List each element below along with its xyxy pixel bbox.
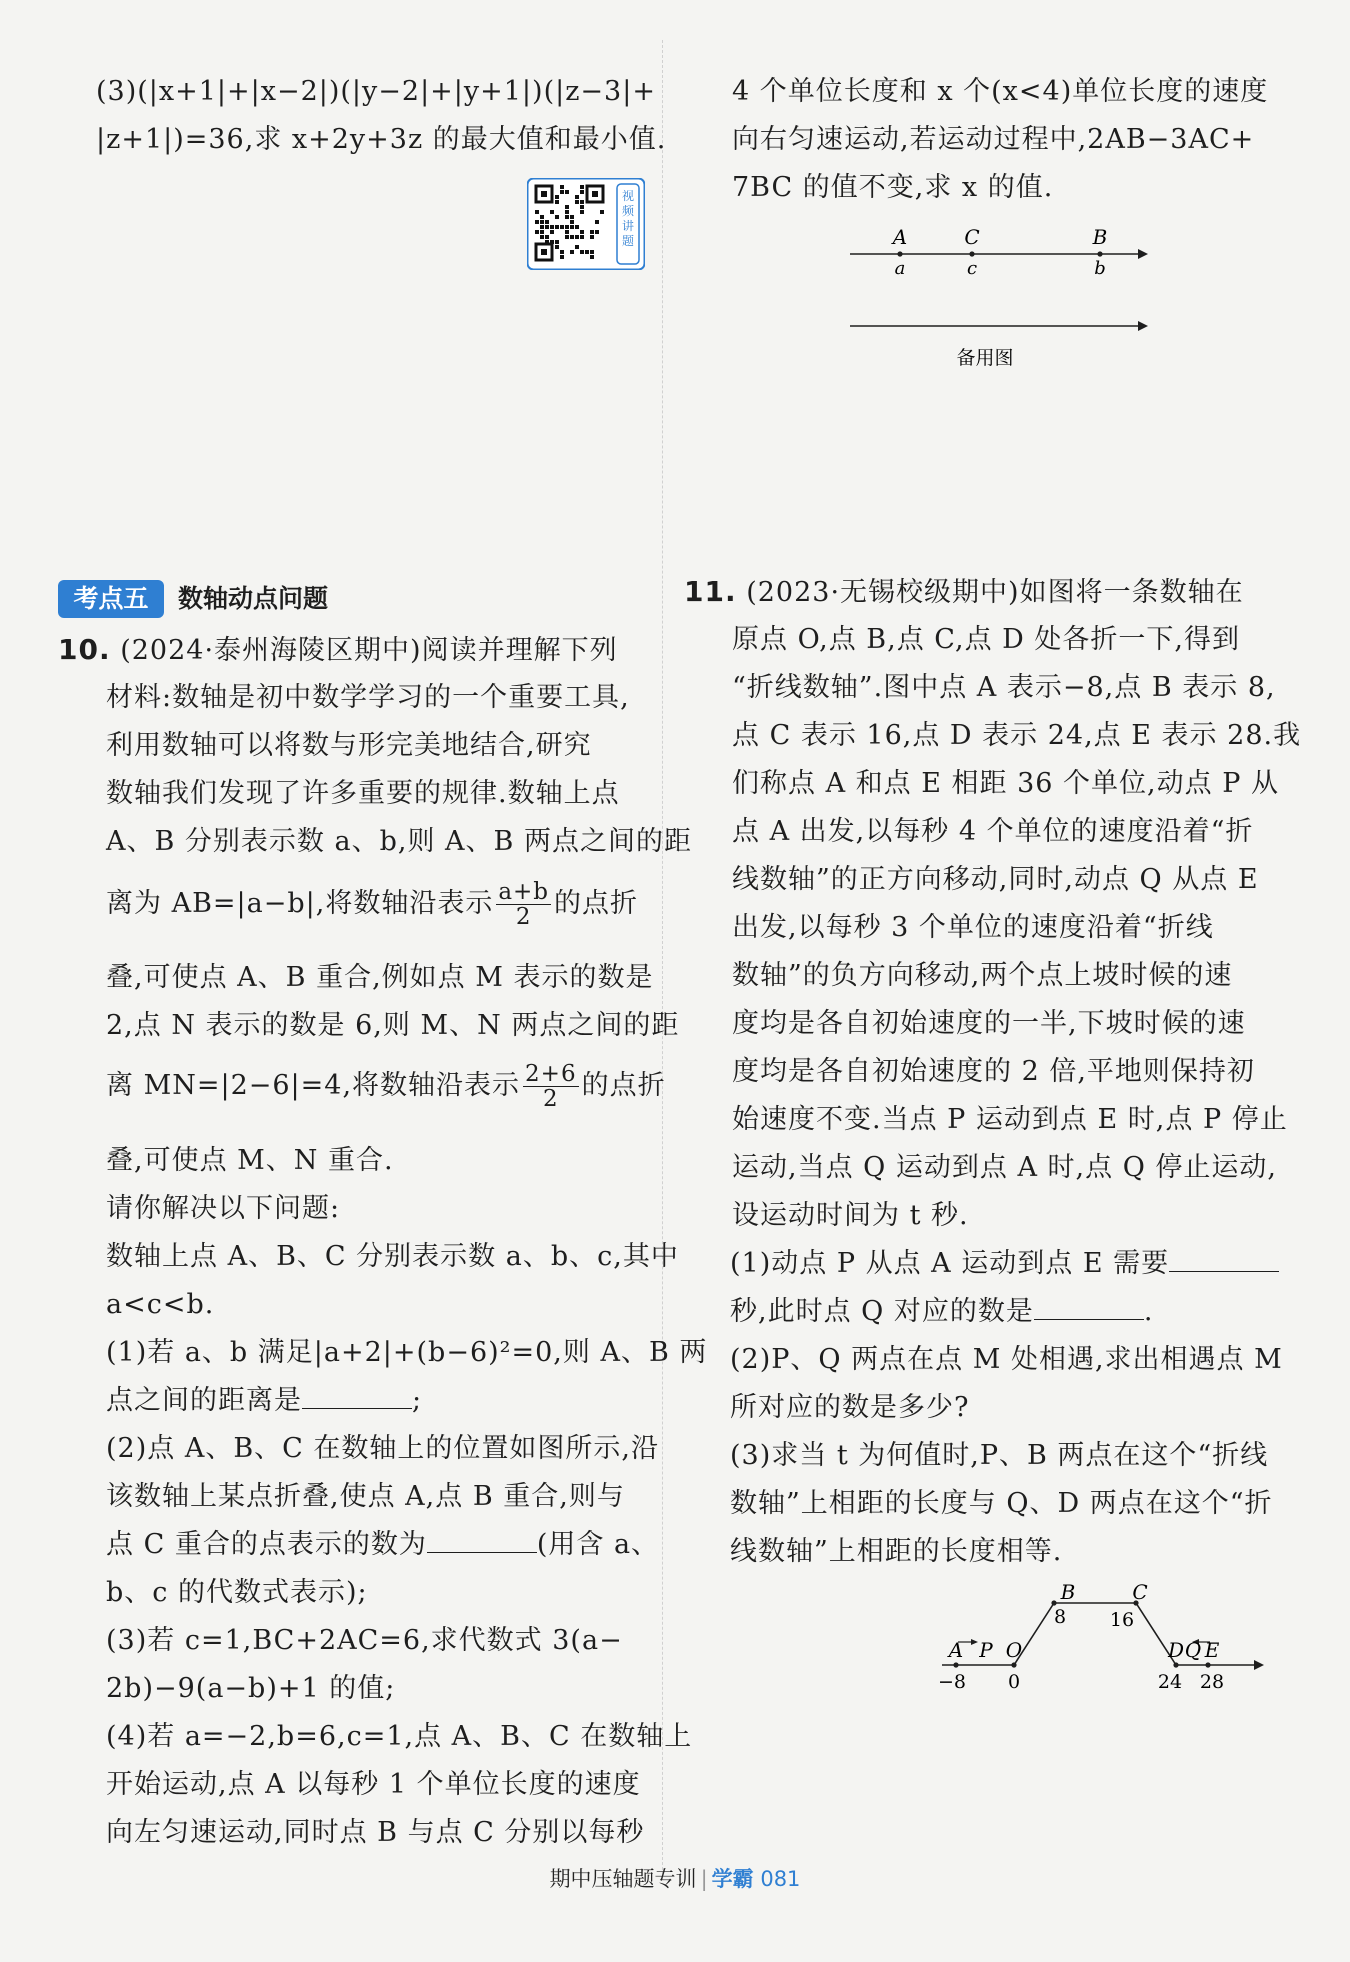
q10-line-2: 材料:数轴是初中数学学习的一个重要工具, [106, 682, 630, 713]
q11-line-6: 点 A 出发,以每秒 4 个单位的速度沿着“折 [732, 816, 1254, 847]
column-divider [662, 40, 663, 1880]
q10-line-6-pre: 离为 AB=|a−b|,将数轴沿表示 [106, 888, 494, 919]
spare-figure-caption: 备用图 [956, 347, 1014, 369]
q10-part2-line-3 [106, 1528, 659, 1562]
answer-blank[interactable] [427, 1528, 537, 1553]
fig11-label-Q: Q [1184, 1638, 1202, 1662]
q10-line-8: 2,点 N 表示的数是 6,则 M、N 两点之间的距 [106, 1010, 680, 1041]
q11-part2-line-2: 所对应的数是多少? [730, 1392, 970, 1423]
fig10-value-b: b [1094, 258, 1106, 279]
q11-line-9: 数轴”的负方向移动,两个点上坡时候的速 [732, 960, 1233, 991]
q11-line-13: 运动,当点 Q 运动到点 A 时,点 Q 停止运动, [732, 1152, 1278, 1183]
q11-part3-line-2: 数轴”上相距的长度与 Q、D 两点在这个“折 [730, 1488, 1273, 1519]
q10-line-12: 数轴上点 A、B、C 分别表示数 a、b、c,其中 [106, 1241, 679, 1272]
fig11-value-16: 16 [1109, 1609, 1135, 1631]
fraction-denominator: 2 [543, 1086, 559, 1112]
fig10-label-B: B [1092, 225, 1108, 249]
q10-part2-line-1: (2)点 A、B、C 在数轴上的位置如图所示,沿 [106, 1433, 659, 1464]
q10-line-9 [106, 1062, 666, 1111]
q11-part1-post: . [1143, 1296, 1154, 1327]
section-title: 数轴动点问题 [178, 584, 329, 613]
q10-line-6-post: 的点折 [554, 888, 639, 919]
qr-code-icon[interactable] [527, 178, 645, 270]
q11-line-10: 度均是各自初始速度的一半,下坡时候的速 [732, 1008, 1246, 1039]
q11-line-1-text: (2023·无锡校级期中)如图将一条数轴在 [746, 577, 1244, 608]
fraction-denominator: 2 [515, 904, 532, 930]
q11-line-4: 点 C 表示 16,点 D 表示 24,点 E 表示 28.我 [732, 720, 1302, 751]
page-number: 081 [760, 1867, 801, 1891]
q11-line-3: “折线数轴”.图中点 A 表示−8,点 B 表示 8, [732, 672, 1276, 703]
q10-cont-line-3: 7BC 的值不变,求 x 的值. [732, 172, 1054, 203]
footer-text: 期中压轴题专训 [549, 1867, 697, 1891]
fig11-label-O: O [1005, 1638, 1023, 1662]
q10-part4-line-3: 向左匀速运动,同时点 B 与点 C 分别以每秒 [106, 1817, 645, 1848]
fig10-value-a: a [894, 258, 906, 279]
q10-line-7: 叠,可使点 A、B 重合,例如点 M 表示的数是 [106, 962, 654, 993]
fraction-numerator: a+b [498, 879, 550, 905]
q11-part1-line-1 [730, 1247, 1279, 1281]
q3-line-2: |z+1|)=36,求 x+2y+3z 的最大值和最小值. [96, 124, 667, 155]
fig11-value-0: 0 [1007, 1671, 1021, 1693]
q11-line-1 [684, 575, 1244, 610]
q10-line-9-pre: 离 MN=|2−6|=4,将数轴沿表示 [106, 1070, 521, 1101]
q10-part2-post: (用含 a、 [536, 1529, 660, 1560]
q10-cont-line-1: 4 个单位长度和 x 个(x<4)单位长度的速度 [732, 76, 1269, 107]
q11-number: 11. [684, 575, 737, 608]
q10-number: 10. [58, 633, 111, 666]
q11-line-2: 原点 O,点 B,点 C,点 D 处各折一下,得到 [732, 624, 1240, 655]
fig10-label-A: A [892, 225, 908, 249]
q11-part2-line-1: (2)P、Q 两点在点 M 处相遇,求出相遇点 M [730, 1344, 1283, 1375]
q10-number-line-figure [840, 222, 1160, 372]
q11-part3-line-3: 线数轴”上相距的长度相等. [730, 1536, 1063, 1567]
q10-part2-line-2: 该数轴上某点折叠,使点 A,点 B 重合,则与 [106, 1481, 625, 1512]
q11-part1-line-2 [730, 1295, 1153, 1329]
q10-line-13: a<c<b. [106, 1289, 215, 1320]
fig11-label-A: A [948, 1638, 964, 1662]
q10-part4-line-2: 开始运动,点 A 以每秒 1 个单位长度的速度 [106, 1769, 641, 1800]
fig11-value-8: 8 [1053, 1606, 1067, 1628]
q10-line-10: 叠,可使点 M、N 重合. [106, 1145, 394, 1176]
q10-part2-line-4: b、c 的代数式表示); [106, 1577, 368, 1608]
answer-blank[interactable] [1034, 1295, 1144, 1320]
q10-line-3: 利用数轴可以将数与形完美地结合,研究 [106, 730, 592, 761]
fig11-label-D: D [1167, 1638, 1185, 1662]
q10-line-6 [106, 880, 638, 929]
footer-brand: 学霸 [711, 1867, 754, 1891]
q11-line-11: 度均是各自初始速度的 2 倍,平地则保持初 [732, 1056, 1255, 1087]
fraction-numerator: 2+6 [525, 1061, 577, 1087]
q10-part1-line-1: (1)若 a、b 满足|a+2|+(b−6)²=0,则 A、B 两 [106, 1337, 708, 1368]
q11-line-5: 们称点 A 和点 E 相距 36 个单位,动点 P 从 [732, 768, 1279, 799]
q11-part1-pre: (1)动点 P 从点 A 运动到点 E 需要 [730, 1248, 1170, 1279]
q11-folded-number-line-figure [930, 1578, 1270, 1700]
q10-part1-post: ; [412, 1385, 423, 1416]
q10-part3-line-2: 2b)−9(a−b)+1 的值; [106, 1673, 396, 1704]
fraction-2-plus-6 [523, 1062, 579, 1111]
q11-line-7: 线数轴”的正方向移动,同时,动点 Q 从点 E [732, 864, 1259, 895]
q10-part3-line-1: (3)若 c=1,BC+2AC=6,求代数式 3(a− [106, 1625, 623, 1656]
q10-cont-line-2: 向右匀速运动,若运动过程中,2AB−3AC+ [732, 124, 1255, 155]
q11-line-12: 始速度不变.当点 P 运动到点 E 时,点 P 停止 [732, 1104, 1288, 1135]
q10-line-4: 数轴我们发现了许多重要的规律.数轴上点 [106, 778, 620, 809]
q10-part4-line-1: (4)若 a=−2,b=6,c=1,点 A、B、C 在数轴上 [106, 1721, 693, 1752]
answer-blank[interactable] [1169, 1247, 1279, 1272]
answer-blank[interactable] [302, 1384, 412, 1409]
fig10-value-c: c [966, 258, 978, 279]
fig10-label-C: C [964, 225, 980, 249]
q10-part1-pre: 点之间的距离是 [106, 1385, 302, 1416]
fig11-label-E: E [1204, 1638, 1220, 1662]
qr-label: 视频讲题 [621, 189, 635, 248]
q11-line-8: 出发,以每秒 3 个单位的速度沿着“折线 [732, 912, 1214, 943]
q10-line-9-post: 的点折 [581, 1070, 666, 1101]
fraction-a-plus-b [496, 880, 551, 929]
q10-part2-pre: 点 C 重合的点表示的数为 [106, 1529, 427, 1560]
fig11-label-B: B [1060, 1580, 1076, 1604]
fig11-value-neg8: −8 [937, 1671, 967, 1693]
fig11-label-C: C [1132, 1580, 1148, 1604]
q11-part1-mid: 秒,此时点 Q 对应的数是 [730, 1296, 1034, 1327]
q10-part1-line-2 [106, 1384, 422, 1418]
q11-part3-line-1: (3)求当 t 为何值时,P、B 两点在这个“折线 [730, 1440, 1269, 1471]
section-badge: 考点五 [58, 580, 164, 618]
q10-line-5: A、B 分别表示数 a、b,则 A、B 两点之间的距 [106, 826, 692, 857]
q10-line-1-text: (2024·泰州海陵区期中)阅读并理解下列 [120, 635, 618, 666]
fig11-value-28: 28 [1199, 1671, 1225, 1693]
page-footer: 期中压轴题专训 | 学霸 081 [549, 1867, 801, 1891]
q11-line-14: 设运动时间为 t 秒. [732, 1200, 969, 1231]
fig11-label-P: P [979, 1638, 993, 1662]
q10-line-11: 请你解决以下问题: [106, 1193, 341, 1224]
fig11-value-24: 24 [1157, 1671, 1183, 1693]
q10-line-1 [58, 633, 618, 668]
q3-line-1: (3)(|x+1|+|x−2|)(|y−2|+|y+1|)(|z−3|+ [96, 76, 656, 107]
